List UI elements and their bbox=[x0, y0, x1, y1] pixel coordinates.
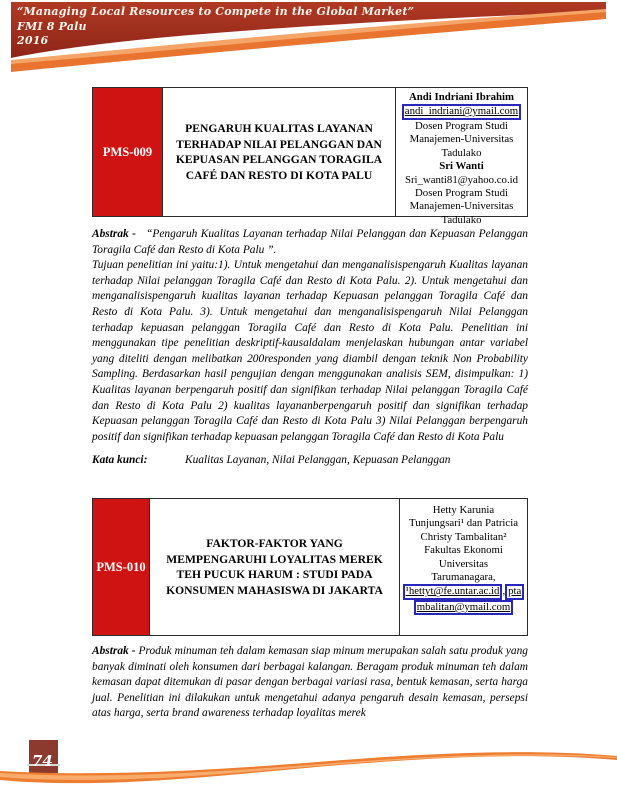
paper-title: PENGARUH KUALITAS LAYANAN TERHADAP NILAI PELANGGAN DAN KEPUASAN PELANGGAN TORAGILA CAFÉ DAN RESTO DI KOTA PALU bbox=[163, 88, 396, 216]
page-number: 74 bbox=[32, 752, 53, 770]
separator: , bbox=[502, 585, 506, 598]
footer-wave-graphic bbox=[0, 744, 617, 800]
keywords-label: Kata kunci: bbox=[92, 454, 148, 466]
author-affiliation: Fakultas Ekonomi bbox=[424, 544, 503, 557]
author-affiliation: Universitas bbox=[438, 557, 489, 570]
conference-year: 2016 bbox=[17, 34, 49, 47]
email-link[interactable]: mbalitan@ymail.com bbox=[414, 600, 514, 616]
conference-name: FMI 8 Palu bbox=[17, 19, 87, 33]
abstract-body: Produk minuman teh dalam kemasan siap minum merupakan salah satu produk yang banyak diminati oleh konsumen dari berbagai kalangan. Beragam produk minuman teh dalam kemasan dapat ditemukan di pasar dengan berbagai variasi rasa, bentuk kemasan, serta harga jual. Penelitian ini dilakukan untuk mengetahui adanya pengaruh desain kemasan, persepsi atas harga, serta brand awareness terhadap loyalitas merek bbox=[92, 645, 529, 720]
author-name: Hetty Karunia bbox=[432, 504, 495, 516]
header-banner bbox=[0, 0, 617, 82]
abstract-label: Abstrak - bbox=[92, 645, 136, 657]
email-text: Sri_wanti81@yahoo.co.id bbox=[404, 173, 519, 186]
paper-title: FAKTOR-FAKTOR YANG MEMPENGARUHI LOYALITAS MEREK TEH PUCUK HARUM : STUDI PADA KONSUMEN MAHASISWA DI JAKARTA bbox=[150, 499, 400, 635]
abstract-quoted-title: “Pengaruh Kualitas Layanan terhadap Nilai Pelanggan dan Kepuasan Pelanggan Toragila Café dan Resto di Kota Palu ”. bbox=[92, 228, 528, 256]
author-name: Sri Wanti bbox=[439, 160, 484, 173]
author-affiliation: Tadulako bbox=[441, 146, 482, 159]
paper-code-badge: PMS-009 bbox=[93, 88, 163, 216]
author-name: Tunjungsari¹ dan Patricia bbox=[409, 517, 518, 530]
paper-entry-pms-009 bbox=[92, 87, 528, 226]
paper-code-badge: PMS-010 bbox=[93, 499, 150, 635]
keywords-text: Kualitas Layanan, Nilai Pelanggan, Kepuasan Pelanggan bbox=[185, 454, 451, 466]
abstract-label: Abstrak - bbox=[92, 228, 136, 240]
paper-authors bbox=[396, 88, 527, 226]
author-affiliation: Dosen Program Studi bbox=[415, 119, 508, 132]
email-link[interactable]: ¹hettyt@fe.untar.ac.id bbox=[403, 584, 503, 600]
author-affiliation: Manajemen-Universitas bbox=[409, 133, 514, 146]
author-affiliation: Dosen Program Studi bbox=[415, 186, 508, 199]
paper-authors bbox=[400, 499, 527, 635]
paper-entry-pms-010 bbox=[92, 498, 528, 636]
author-name: Andi Indriani Ibrahim bbox=[408, 91, 514, 103]
email-link[interactable]: pta bbox=[505, 584, 524, 600]
email-link[interactable]: andi_indriani@ymail.com bbox=[402, 104, 521, 120]
abstract-body: Tujuan penelitian ini yaitu:1). Untuk mengetahui dan menganalisispengaruh Kualitas layanan terhadap Nilai pelanggan Toragila Café dan Resto di Kota Palu. 2). Untuk mengetahui dan menganalisispengaruh kualitas layanan terhadap Kepuasan pelanggan Toragila Café dan Resto di Kota Palu. 3). Untuk mengetahui dan menganalisispengaruh Nilai Pelanggan terhadap kepuasan pelanggan Toragila Café dan Resto di Kota Palu. Penelitian ini menggunakan tipe penelitian deskriptif-kausaldalam menjelaskan hubungan antar variabel yang diteliti dengan melibatkan 200responden yang diambil dengan teknik Non Probability Sampling. Berdasarkan hasil pengujian dengan menggunakan analisis SEM, disimpulkan: 1) Kualitas layanan berpengaruh positif dan signifikan terhadap Nilai pelanggan Toragila Café dan Resto di Kota Palu 2) kualitas layananberpengaruh positif dan signifikan terhadap Kepuasan pelanggan Toragila Café dan Resto di Kota Palu 3) Nilai Pelanggan berpengaruh positif dan signifikan terhadap kepuasan pelanggan Toragila Café dan Resto di Kota Palu bbox=[92, 259, 528, 443]
author-affiliation: Manajemen-Universitas bbox=[409, 200, 514, 213]
conference-theme: “Managing Local Resources to Compete in the Global Market” bbox=[17, 5, 415, 18]
abstract-pms-010 bbox=[92, 644, 528, 722]
author-name: Christy Tambalitan² bbox=[420, 530, 507, 543]
author-affiliation: Tadulako bbox=[441, 213, 482, 226]
keywords-line bbox=[92, 454, 528, 466]
author-affiliation: Tarumanagara, bbox=[431, 571, 496, 584]
abstract-pms-009 bbox=[92, 227, 528, 445]
